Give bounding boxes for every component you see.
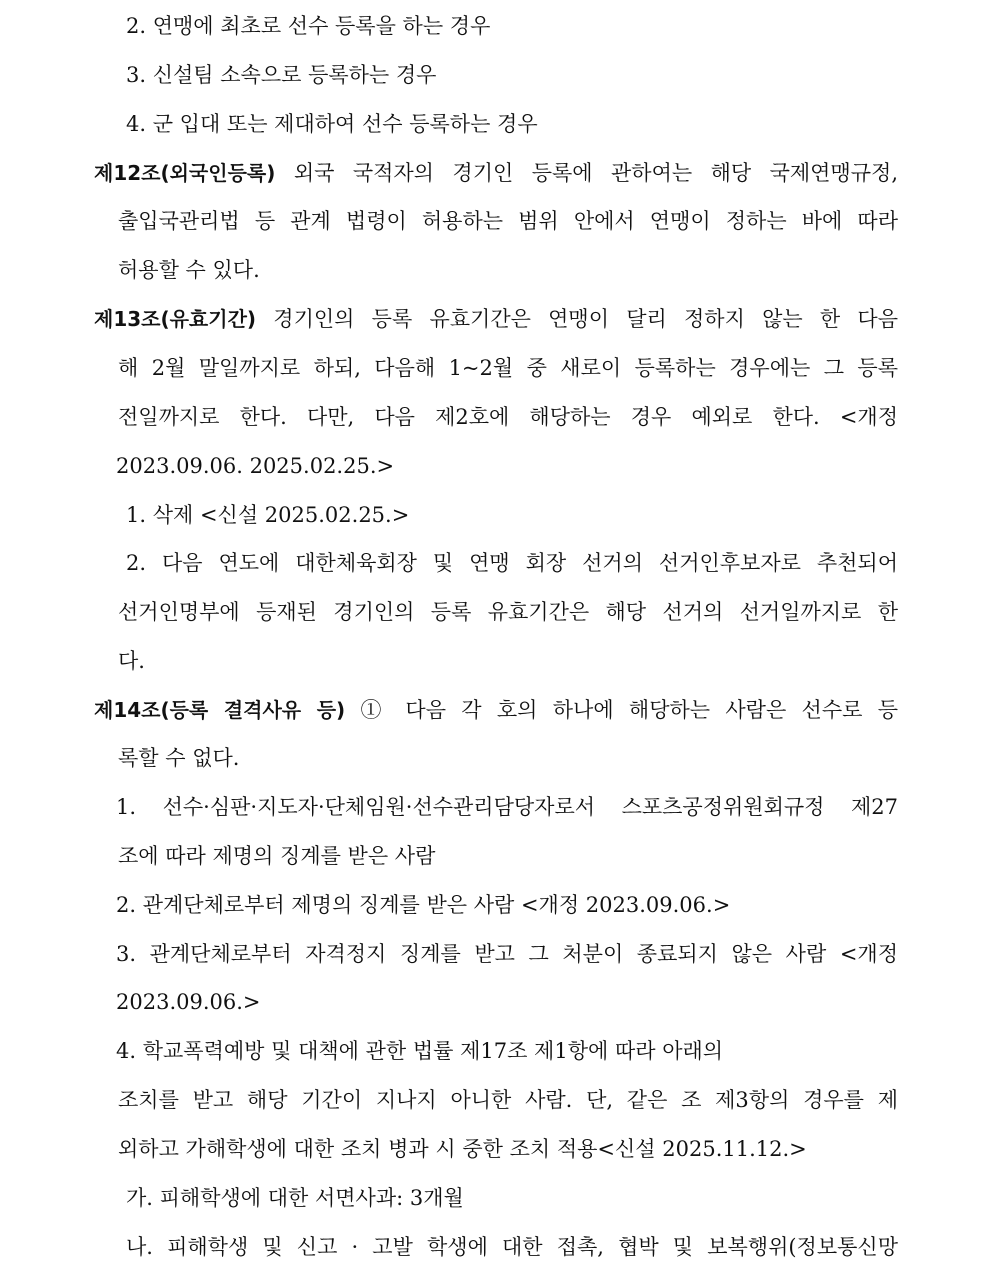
article-14-item-3-line-1: 3. 관계단체로부터 자격정지 징계를 받고 그 처분이 종료되지 않은 사람 <개정 xyxy=(116,942,898,966)
article-13-line-3: 전일까지로 한다. 다만, 다음 제2호에 해당하는 경우 예외로 한다. <개정 xyxy=(118,405,898,429)
list-item-3: 3. 신설팀 소속으로 등록하는 경우 xyxy=(126,63,437,87)
list-item-2: 2. 연맹에 최초로 선수 등록을 하는 경우 xyxy=(126,14,491,38)
article-14-subitem-ga: 가. 피해학생에 대한 서면사과: 3개월 xyxy=(126,1186,464,1210)
article-14-item-3-line-2: 2023.09.06.> xyxy=(116,990,261,1014)
article-13-text: 경기인의 등록 유효기간은 연맹이 달리 정하지 않는 한 다음 xyxy=(273,307,898,331)
article-12-heading: 제12조(외국인등록) xyxy=(94,161,276,185)
article-12-text: 외국 국적자의 경기인 등록에 관하여는 해당 국제연맹규정, xyxy=(293,161,898,185)
list-item-4: 4. 군 입대 또는 제대하여 선수 등록하는 경우 xyxy=(126,112,538,136)
article-14-text: ① 다음 각 호의 하나에 해당하는 사람은 선수로 등 xyxy=(360,698,898,722)
article-14-item-1-line-1: 1. 선수·심판·지도자·단체임원·선수관리담당자로서 스포츠공정위원회규정 제27 xyxy=(116,795,898,819)
article-14-item-4-line-3: 외하고 가해학생에 대한 조치 병과 시 중한 조치 적용<신설 2025.11.12.> xyxy=(118,1137,807,1161)
article-13-item-2-line-3: 다. xyxy=(118,649,145,673)
article-14-item-1-line-2: 조에 따라 제명의 징계를 받은 사람 xyxy=(118,844,436,868)
article-13-line-4: 2023.09.06. 2025.02.25.> xyxy=(116,454,395,478)
article-13-item-2-line-2: 선거인명부에 등재된 경기인의 등록 유효기간은 해당 선거의 선거일까지로 한 xyxy=(118,600,898,624)
article-14-item-4-line-2: 조치를 받고 해당 기간이 지나지 아니한 사람. 단, 같은 조 제3항의 경우를 제 xyxy=(118,1088,898,1112)
article-14-subitem-na: 나. 피해학생 및 신고 · 고발 학생에 대한 접촉, 협박 및 보복행위(정보통신망 xyxy=(126,1235,898,1259)
article-14-line-1 xyxy=(94,695,898,725)
article-12-line-1 xyxy=(94,158,898,188)
article-13-line-2: 해 2월 말일까지로 하되, 다음해 1~2월 중 새로이 등록하는 경우에는 그 등록 xyxy=(118,356,898,380)
article-14-item-2: 2. 관계단체로부터 제명의 징계를 받은 사람 <개정 2023.09.06.> xyxy=(116,893,731,917)
article-13-item-1: 1. 삭제 <신설 2025.02.25.> xyxy=(126,503,410,527)
article-13-heading: 제13조(유효기간) xyxy=(94,307,257,331)
article-14-item-4-line-1: 4. 학교폭력예방 및 대책에 관한 법률 제17조 제1항에 따라 아래의 xyxy=(116,1039,724,1063)
article-13-line-1 xyxy=(94,304,898,334)
article-12-line-2: 출입국관리법 등 관계 법령이 허용하는 범위 안에서 연맹이 정하는 바에 따라 xyxy=(118,209,898,233)
article-14-line-2: 록할 수 없다. xyxy=(118,746,240,770)
article-14-heading: 제14조(등록 결격사유 등) xyxy=(94,698,346,722)
article-12-line-3: 허용할 수 있다. xyxy=(118,258,260,282)
article-13-item-2-line-1: 2. 다음 연도에 대한체육회장 및 연맹 회장 선거의 선거인후보자로 추천되어 xyxy=(126,551,898,575)
